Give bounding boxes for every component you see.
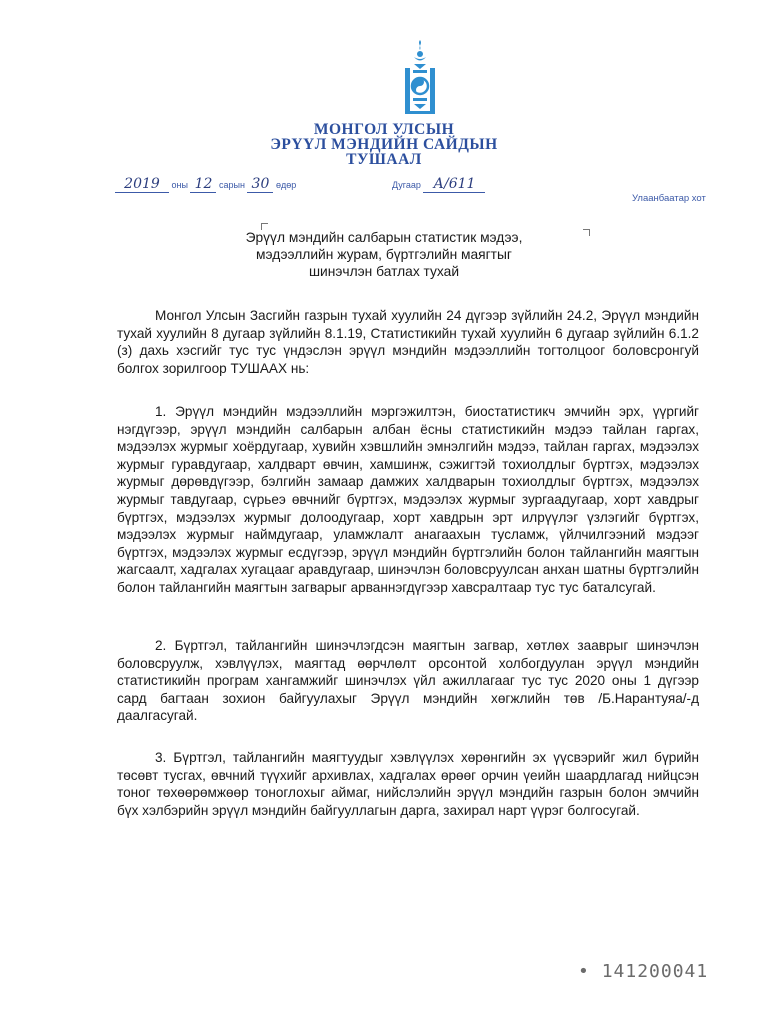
ministry-title-line3: ТУШААЛ: [346, 151, 422, 168]
clause-3-paragraph: 3. Бүртгэл, тайлангийн маягтуудыг хэвлүүлэх хөрөнгийн эх үүсвэрийг жил бүрийн төсөвт тусгах, өвчний түүхийг архивлах, хадгалах өрөөг орчин үеийн шаардлагад нийцсэн тоног төхөөрөмжөөр тоноглохыг аймаг, нийслэлийн эрүүл мэндийн газрын болон эмчийн бүх хэлбэрийн эрүүл мэндийн байгууллагын дарга, захирал нарт үүрэг болгосугай.: [117, 750, 699, 818]
order-place: Улаанбаатар хот: [632, 193, 706, 204]
state-emblem-icon: [402, 38, 438, 118]
subject-line2: мэдээллийн журам, бүртгэлийн маягтыг: [256, 247, 512, 262]
date-day: 30: [247, 176, 273, 193]
order-number-value: А/611: [423, 176, 485, 193]
date-day-suffix: өдөр: [275, 180, 297, 190]
ministry-title-line1: МОНГОЛ УЛСЫН: [313, 121, 455, 138]
date-month-suffix: сарын: [219, 180, 245, 190]
subject-bracket-right: [583, 229, 590, 236]
serial-number-value: 141200041: [601, 961, 709, 982]
serial-number: • 141200041: [578, 961, 709, 982]
date-year: 2019: [115, 176, 169, 193]
order-number-label: Дугаар: [392, 180, 421, 190]
subject-line3: шинэчлэн батлах тухай: [308, 264, 460, 279]
date-month: 12: [190, 176, 216, 193]
clause-2-paragraph: 2. Бүртгэл, тайлангийн шинэчлэгдсэн маягтын загвар, хөтлөх зааврыг шинэчлэн боловсруулж, хэвлүүлэх, маягтад өөрчлөлт орсонтой холбогдуулан эрүүл мэндийн статистикийн програм хангамжийг шинэчлэх үйл ажиллагааг тус тус 2020 оны 1 дүгээр сард багтаан зохион байгуулахыг Эрүүл мэндийн хөгжлийн төв /Б.Нарантуяа/-д даалгасугай.: [117, 638, 699, 724]
order-number: [392, 176, 485, 193]
order-date: [115, 176, 296, 193]
order-subject: [200, 229, 568, 280]
preamble-paragraph: Монгол Улсын Засгийн газрын тухай хуулийн 24 дүгээр зүйлийн 24.2, Эрүүл мэндийн тухай хуулийн 8 дугаар зүйлийн 8.1.19, Статистикийн тухай хуулийн 6 дугаар зүйлийн 6.1.2 (з) дахь хэсгийг тус тус үндэслэн эрүүл мэндийн мэдээллийн тогтолцоог боловсронгуй болгох зорилгоор ТУШААХ нь:: [117, 308, 699, 376]
subject-line1: Эрүүл мэндийн салбарын статистик мэдээ,: [245, 230, 523, 245]
clause-1-paragraph: 1. Эрүүл мэндийн мэдээллийн мэргэжилтэн, биостатистикч эмчийн эрх, үүргийг нэгдүгээр, эрүүл мэндийн салбарын албан ёсны статистикийн мэдээ тайлан гаргах, мэдээлэх журмыг хоёрдугаар, хувийн хэвшлийн эмнэлгийн мэдээ, тайлан гаргах, мэдээлэх журмыг гуравдугаар, халдварт өвчин, хамшинж, сэжигтэй тохиолдлыг бүртгэх, мэдээлэх журмыг дөрөвдүгээр, бэлгийн замаар дамжих халдварын тохиолдлыг бүртгэх, мэдээлэх журмыг тавдугаар, сүрьеэ өвчнийг бүртгэх, мэдээлэх журмыг зургаадугаар, хорт хавдрыг бүртгэх, мэдээлэх журмыг долоодугаар, хорт хавдрын эрт илрүүлэг үзлэгийг бүртгэх, мэдээлэх журмыг наймдугаар, уламжлалт анагаахын тусламж, үйлчилгээний мэдээг бүртгэх, мэдээлэх журмыг есдүгээр, эрүүл мэндийн бүртгэлийн болон тайлангийн маягтын жагсаалт, хадгалах хугацааг аравдугаар, шинэчлэн боловсруулсан анхан шатны бүртгэлийн болон тайлангийн маягтын загварыг арваннэгдүгээр хавсралтаар тус тус баталсугай.: [117, 404, 699, 595]
ministry-title-line2: ЭРҮҮЛ МЭНДИЙН САЙДЫН: [270, 136, 498, 153]
date-year-suffix: оны: [171, 180, 188, 190]
